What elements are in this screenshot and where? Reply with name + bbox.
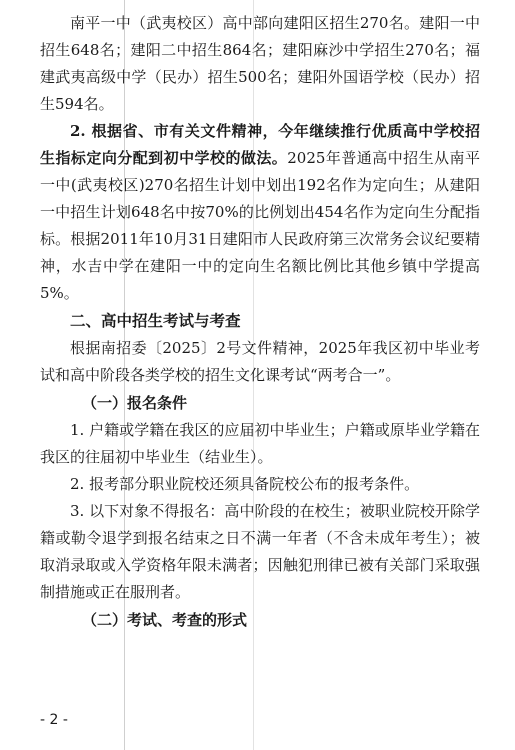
paragraph-lead-rest: 2025年普通高中招生从南平一中(武夷校区)270名招生计划中划出192名作为定向生；从建阳一中招生计划648名中按70%的比例划出454名作为定向生分配指标。根据2011年10月31日建阳市人民政府第三次常务会议纪要精神，水吉中学在建阳一中的定向生名额比例比其他乡镇中学提高5%。 xyxy=(40,149,480,302)
paragraph-directed-allocation xyxy=(40,118,480,307)
subsection-title-registration: （一）报名条件 xyxy=(82,394,188,412)
paragraph-enrollment-quota: 南平一中（武夷校区）高中部向建阳区招生270名。建阳一中招生648名；建阳二中招生864名；建阳麻沙中学招生270名；福建武夷高级中学（民办）招生500名；建阳外国语学校（民办）招生594名。 xyxy=(40,14,480,113)
list-item-condition-3: 3. 以下对象不得报名：高中阶段的在校生；被职业院校开除学籍或勒令退学到报名结束之日不满一年者（不含未成年考生）；被取消录取或入学资格年限未满者；因触犯刑律已被有关部门采取强制措施或正在服刑者。 xyxy=(40,502,480,601)
list-item-condition-1: 1. 户籍或学籍在我区的应届初中毕业生；户籍或原毕业学籍在我区的往届初中毕业生（结业生）。 xyxy=(40,421,480,466)
subsection-title-exam-form: （二）考试、考查的形式 xyxy=(82,611,248,629)
section-title-exams: 二、高中招生考试与考查 xyxy=(70,311,241,330)
paragraph-lead-bold: 2. 根据省、市有关文件精神，今年继续推行优质高中学校招生指标定向分配到初中学校的做法。 xyxy=(40,122,480,167)
page-number: - 2 - xyxy=(40,712,68,728)
list-item-condition-2: 2. 报考部分职业院校还须具备院校公布的报考条件。 xyxy=(70,475,420,493)
document-body xyxy=(40,10,480,634)
paragraph-two-exams-merged: 根据南招委〔2025〕2号文件精神，2025年我区初中毕业考试和高中阶段各类学校的招生文化课考试“两考合一”。 xyxy=(40,339,480,384)
